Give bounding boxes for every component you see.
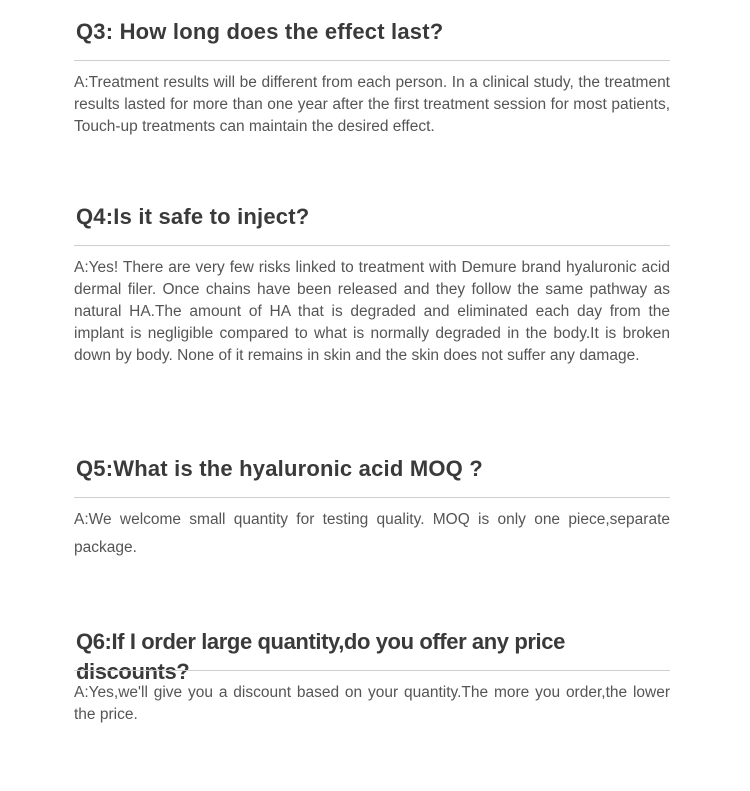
faq-question: Q6:If I order large quantity,do you offer any price discounts? bbox=[76, 629, 565, 684]
faq-item-q6 bbox=[74, 627, 670, 723]
divider bbox=[74, 60, 670, 61]
faq-item-q5 bbox=[74, 454, 670, 556]
faq-answer: A:Treatment results will be different from each person. In a clinical study, the treatment results lasted for more than one year after the first treatment session for most patients, Touch-up treatments can maintain the desired effect. bbox=[74, 74, 670, 135]
faq-item-q3 bbox=[74, 17, 670, 135]
faq-answer: A:We welcome small quantity for testing quality. MOQ is only one piece,separate package. bbox=[74, 511, 670, 556]
divider bbox=[74, 245, 670, 246]
divider bbox=[74, 497, 670, 498]
faq-question: Q3: How long does the effect last? bbox=[76, 19, 444, 44]
faq-answer: A:Yes,we'll give you a discount based on your quantity.The more you order,the lower the price. bbox=[74, 684, 670, 723]
faq-answer: A:Yes! There are very few risks linked to treatment with Demure brand hyaluronic acid dermal filer. Once chains have been released and they follow the same pathway as natural HA.The amount of HA that is degraded and eliminated each day from the implant is negligible compared to what is normally degraded in the body.It is broken down by body. None of it remains in skin and the skin does not suffer any damage. bbox=[74, 259, 670, 364]
faq-question: Q4:Is it safe to inject? bbox=[76, 204, 310, 229]
faq-item-q4 bbox=[74, 202, 670, 364]
faq-question: Q5:What is the hyaluronic acid MOQ ? bbox=[76, 456, 483, 481]
divider bbox=[74, 670, 670, 671]
